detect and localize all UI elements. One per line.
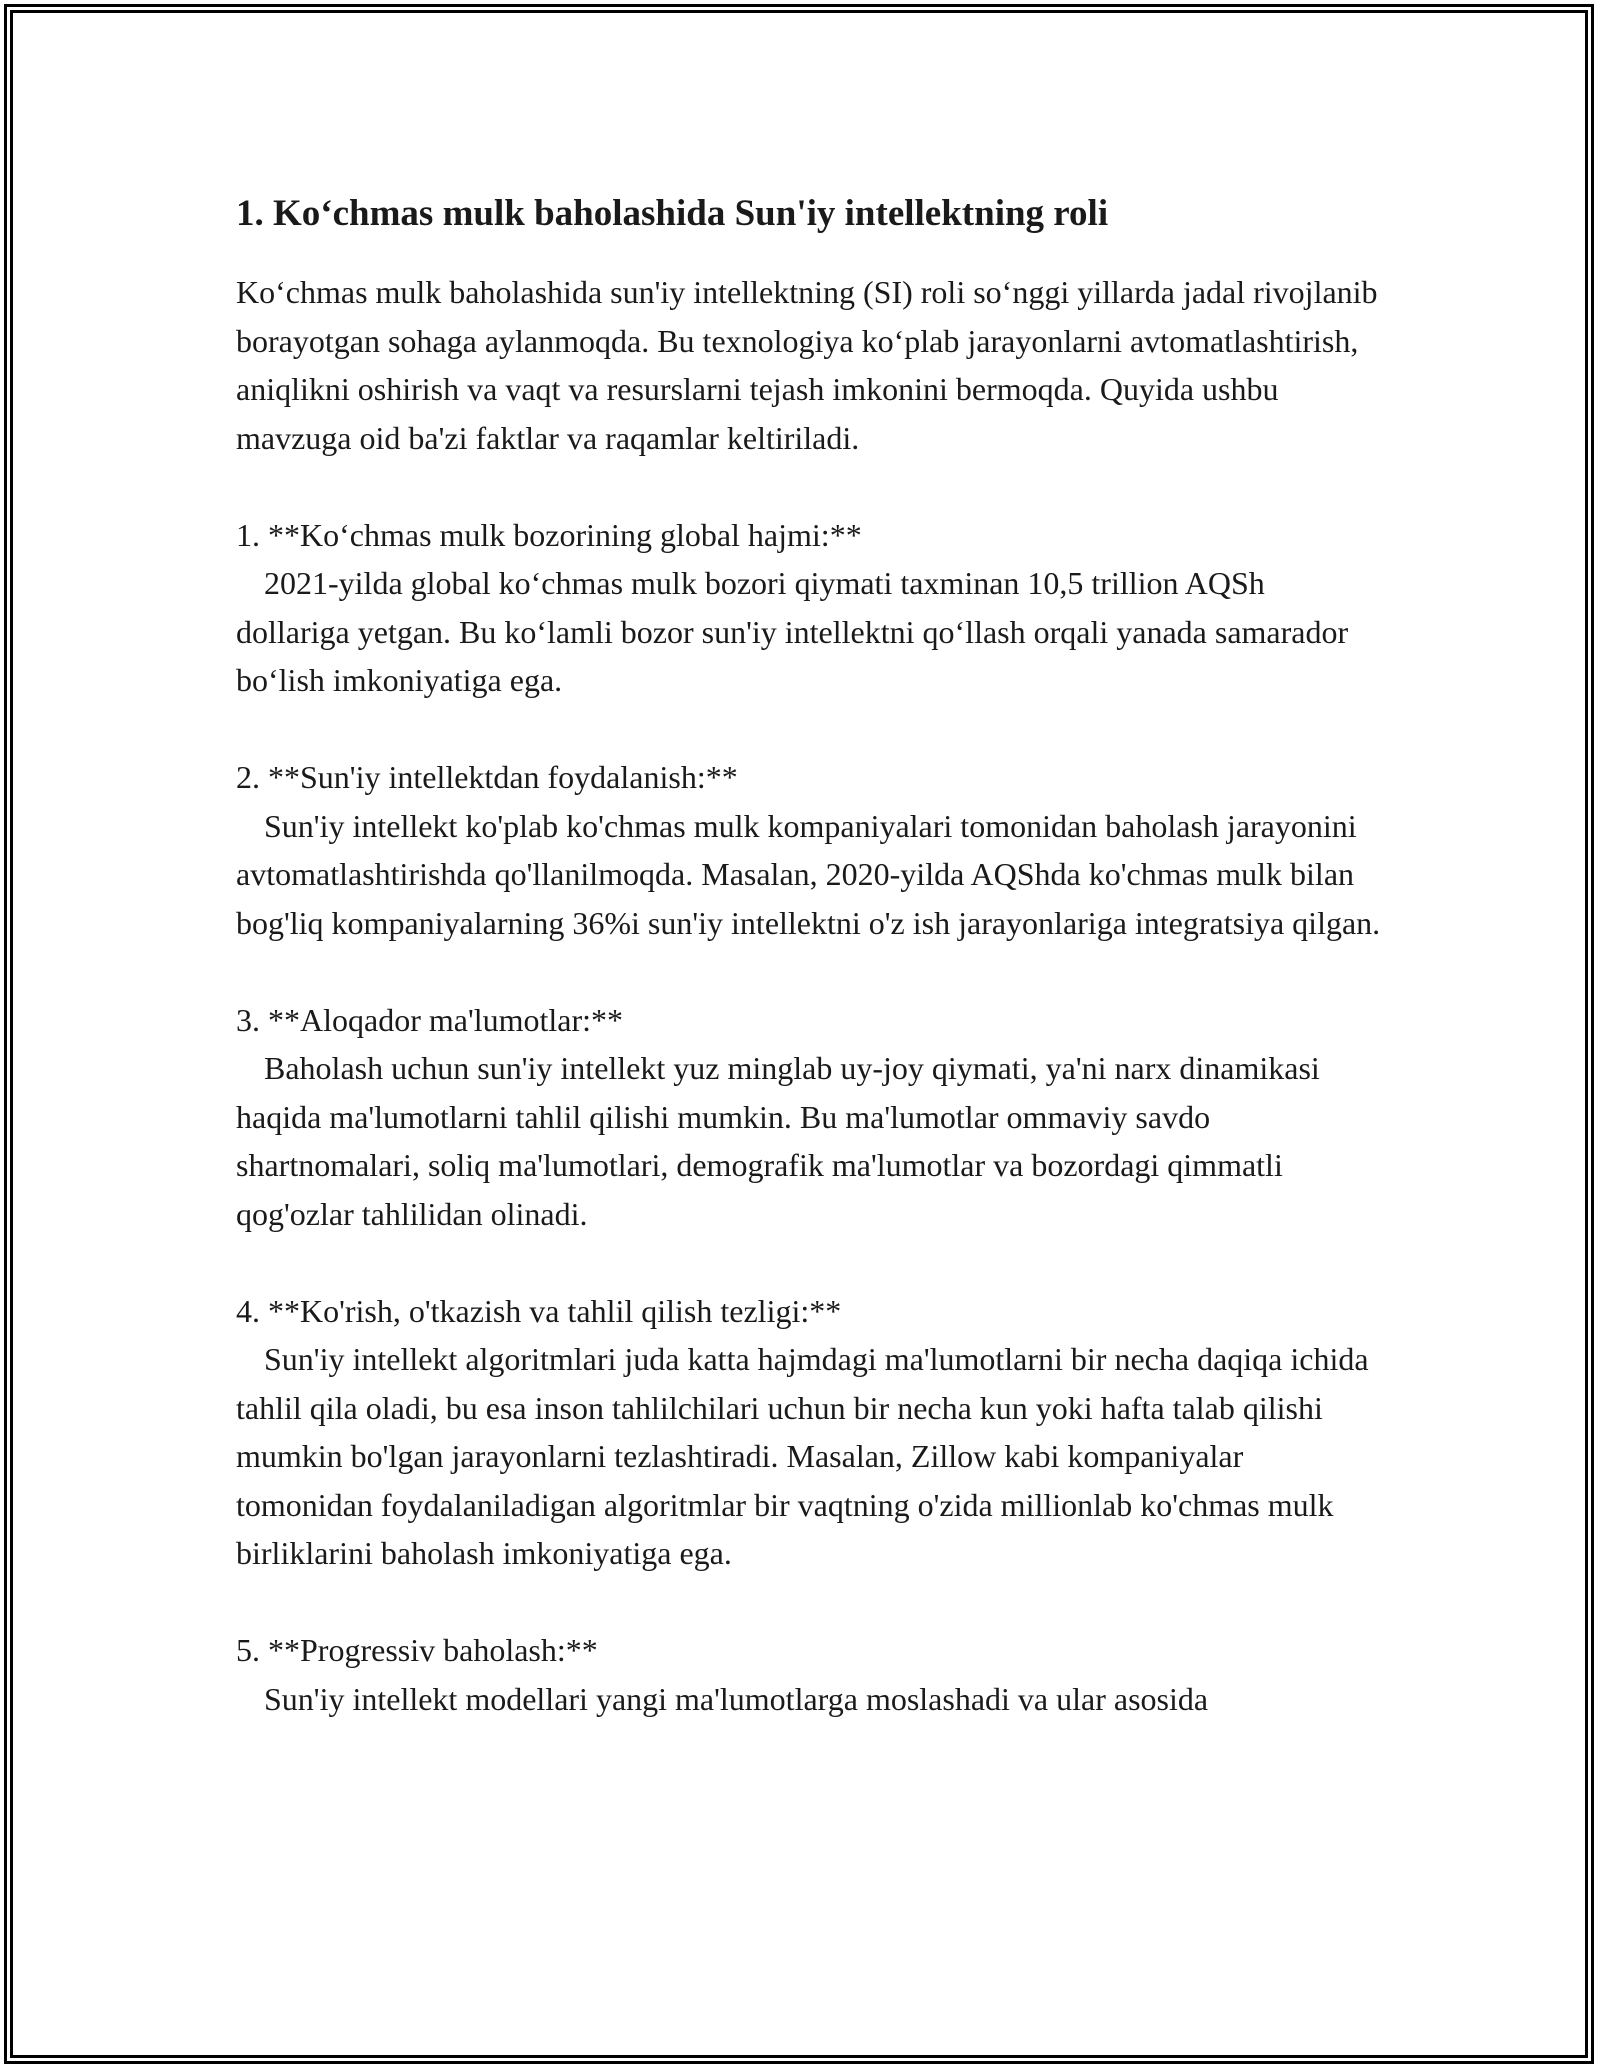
list-item: [236, 753, 1386, 947]
document-page: [236, 186, 1386, 1772]
list-item-body: Sun'iy intellekt modellari yangi ma'lumotlarga moslashadi va ular asosida: [264, 1680, 1209, 1717]
list-item-body: 2021-yilda global ko‘chmas mulk bozori qiymati taxminan 10,5 trillion AQSh dollariga yetgan. Bu ko‘lamli bozor sun'iy intellektni qo‘llash orqali yanada samarador bo‘lish imkoniyatiga ega.: [236, 565, 1349, 698]
list-item-heading: 5. **Progressiv baholash:**: [236, 1632, 598, 1668]
list-item-heading: 4. **Ko'rish, o'tkazish va tahlil qilish tezligi:**: [236, 1292, 842, 1329]
list-item-heading: 3. **Aloqador ma'lumotlar:**: [236, 1001, 624, 1038]
list-item-body: Sun'iy intellekt ko'plab ko'chmas mulk kompaniyalari tomonidan baholash jarayonini avtomatlashtirishda qo'llanilmoqda. Masalan, 2020-yilda AQShda ko'chmas mulk bilan bog'liq kompaniyalarning 36%i sun'iy intellektni o'z ish jarayonlariga integratsiya qilgan.: [236, 807, 1381, 941]
list-item: [236, 1287, 1386, 1578]
list-item-heading: 1. **Ko‘chmas mulk bozorining global hajmi:**: [236, 516, 862, 553]
list-item-heading: 2. **Sun'iy intellektdan foydalanish:**: [236, 759, 738, 795]
intro-paragraph: Ko‘chmas mulk baholashida sun'iy intellektning (SI) roli so‘nggi yillarda jadal rivojlanib borayotgan sohaga aylanmoqda. Bu texnologiya ko‘plab jarayonlarni avtomatlashtirish, aniqlikni oshirish va vaqt va resurslarni tejash imkonini bermoqda. Quyida ushbu mavzuga oid ba'zi faktlar va raqamlar keltiriladi.: [236, 274, 1378, 456]
list-item: [236, 1626, 1386, 1723]
list-item-body: Baholash uchun sun'iy intellekt yuz minglab uy-joy qiymati, ya'ni narx dinamikasi haqida ma'lumotlarni tahlil qilishi mumkin. Bu ma'lumotlar ommaviy savdo shartnomalari, soliq ma'lumotlari, demografik ma'lumotlar va bozordagi qimmatli qog'ozlar tahlilidan olinadi.: [236, 1050, 1320, 1232]
list-item: [236, 511, 1386, 705]
document-title: 1. Ko‘chmas mulk baholashida Sun'iy intellektning roli: [236, 193, 1109, 234]
list-item-body: Sun'iy intellekt algoritmlari juda katta hajmdagi ma'lumotlarni bir necha daqiqa ichida tahlil qila oladi, bu esa inson tahlilchilari uchun bir necha kun yoki hafta talab qilishi mumkin bo'lgan jarayonlarni tezlashtiradi. Masalan, Zillow kabi kompaniyalar tomonidan foydalaniladigan algoritmlar bir vaqtning o'zida millionlab ko'chmas mulk birliklarini baholash imkoniyatiga ega.: [236, 1341, 1369, 1571]
list-item: [236, 996, 1386, 1239]
